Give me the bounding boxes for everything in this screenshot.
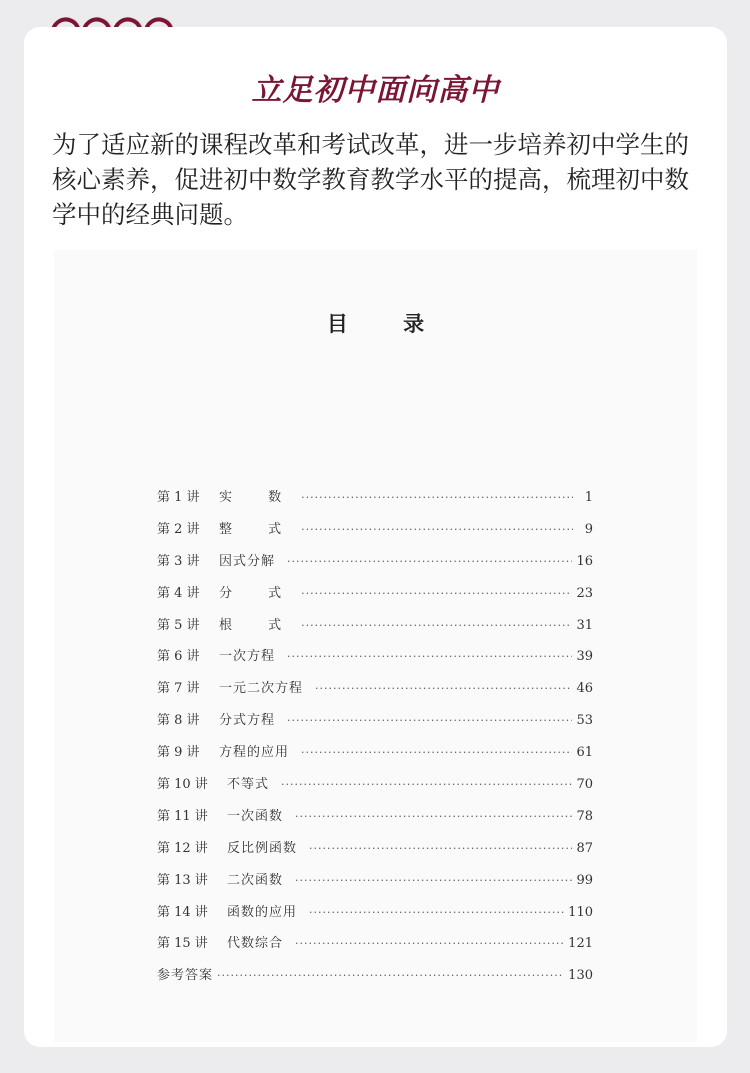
toc-leader-dots: [295, 937, 564, 950]
toc-entry-title: 反比例函数: [227, 840, 298, 856]
toc-row: [157, 741, 593, 773]
toc-page-number: 78: [576, 808, 593, 824]
toc-page-number: 110: [568, 904, 593, 920]
toc-page-number: 23: [576, 585, 593, 601]
toc-row: [157, 614, 593, 646]
toc-page-number: 1: [584, 490, 593, 505]
toc-document-image: [54, 250, 697, 1042]
toc-row: [157, 486, 593, 518]
toc-page-number: 53: [576, 713, 593, 729]
toc-page-number: 9: [584, 521, 593, 537]
toc-row: [157, 869, 593, 901]
toc-lecture-number: 第 4 讲: [157, 585, 200, 601]
toc-row: [157, 932, 593, 964]
toc-page-number: 31: [576, 617, 593, 633]
toc-lecture-number: 第 13 讲: [157, 872, 208, 888]
headline: 立足初中面向高中: [251, 73, 500, 108]
toc-leader-dots: [309, 906, 564, 919]
toc-entry-title: 一次方程: [219, 649, 276, 665]
toc-entry-title: 代数综合: [227, 936, 284, 952]
toc-page-number: 87: [576, 840, 593, 856]
toc-entry-title: 方程的应用: [219, 745, 290, 761]
toc-leader-dots: [301, 523, 573, 536]
toc-leader-dots: [315, 682, 572, 695]
toc-page-number: 121: [568, 936, 593, 952]
toc-lecture-number: 第 3 讲: [157, 553, 200, 569]
toc-lecture-number: 第 10 讲: [157, 777, 208, 793]
toc-leader-dots: [301, 587, 572, 600]
toc-row: [157, 645, 593, 677]
toc-page-number: 70: [576, 777, 593, 793]
intro-paragraph: 为了适应新的课程改革和考试改革，进一步培养初中学生的核心素养，促进初中数学教育教学水平的提高，梳理初中数学中的经典问题。: [52, 130, 689, 229]
toc-leader-dots: [301, 491, 573, 504]
toc-leader-dots: [295, 874, 572, 887]
toc-lecture-number: 第 5 讲: [157, 617, 200, 633]
toc-lecture-number: 第 12 讲: [157, 840, 208, 856]
toc-leader-dots: [281, 778, 572, 791]
toc-row: [157, 901, 593, 933]
toc-page-number: 16: [576, 553, 593, 569]
toc-lecture-number: 第 14 讲: [157, 904, 208, 920]
toc-lecture-number: 第 1 讲: [157, 490, 200, 505]
toc-list: [157, 486, 593, 996]
toc-row: [157, 773, 593, 805]
toc-entry-title: 整 式: [219, 521, 298, 537]
toc-lecture-number: 第 2 讲: [157, 521, 200, 537]
toc-entry-title: 实 数: [219, 490, 298, 505]
toc-leader-dots: [295, 810, 572, 823]
toc-entry-title: 根 式: [219, 617, 298, 633]
toc-leader-dots: [309, 842, 572, 855]
toc-entry-title: 不等式: [227, 777, 270, 793]
toc-page-number: 61: [576, 745, 593, 761]
toc-entry-title: 二次函数: [227, 872, 284, 888]
toc-row: [157, 582, 593, 614]
toc-entry-title: 一元二次方程: [219, 681, 304, 697]
toc-page-number: 46: [576, 681, 593, 697]
toc-lecture-number: 第 11 讲: [157, 808, 208, 824]
toc-row: [157, 550, 593, 582]
toc-entry-title: 因式分解: [219, 553, 276, 569]
toc-leader-dots: [287, 714, 572, 727]
toc-row: [157, 677, 593, 709]
toc-lecture-number: 第 15 讲: [157, 936, 208, 952]
toc-lecture-number: 第 6 讲: [157, 649, 200, 665]
toc-entry-title: 分 式: [219, 585, 298, 601]
toc-row: [157, 518, 593, 550]
toc-leader-dots: [217, 969, 564, 982]
toc-entry-title: 参考答案: [157, 968, 214, 984]
toc-lecture-number: 第 7 讲: [157, 681, 200, 697]
toc-title: 目 录: [326, 311, 449, 336]
toc-leader-dots: [301, 619, 572, 632]
toc-lecture-number: 第 8 讲: [157, 713, 200, 729]
toc-entry-title: 函数的应用: [227, 904, 298, 920]
content-card: [24, 27, 727, 1047]
toc-row: [157, 964, 593, 996]
toc-leader-dots: [287, 650, 572, 663]
toc-lecture-number: 第 9 讲: [157, 745, 200, 761]
toc-leader-dots: [301, 746, 572, 759]
toc-page-number: 99: [576, 872, 593, 888]
toc-page-number: 130: [568, 968, 593, 984]
toc-page-number: 39: [576, 649, 593, 665]
toc-entry-title: 分式方程: [219, 713, 276, 729]
toc-row: [157, 805, 593, 837]
toc-row: [157, 709, 593, 741]
toc-row: [157, 837, 593, 869]
toc-leader-dots: [287, 555, 572, 568]
toc-entry-title: 一次函数: [227, 808, 284, 824]
